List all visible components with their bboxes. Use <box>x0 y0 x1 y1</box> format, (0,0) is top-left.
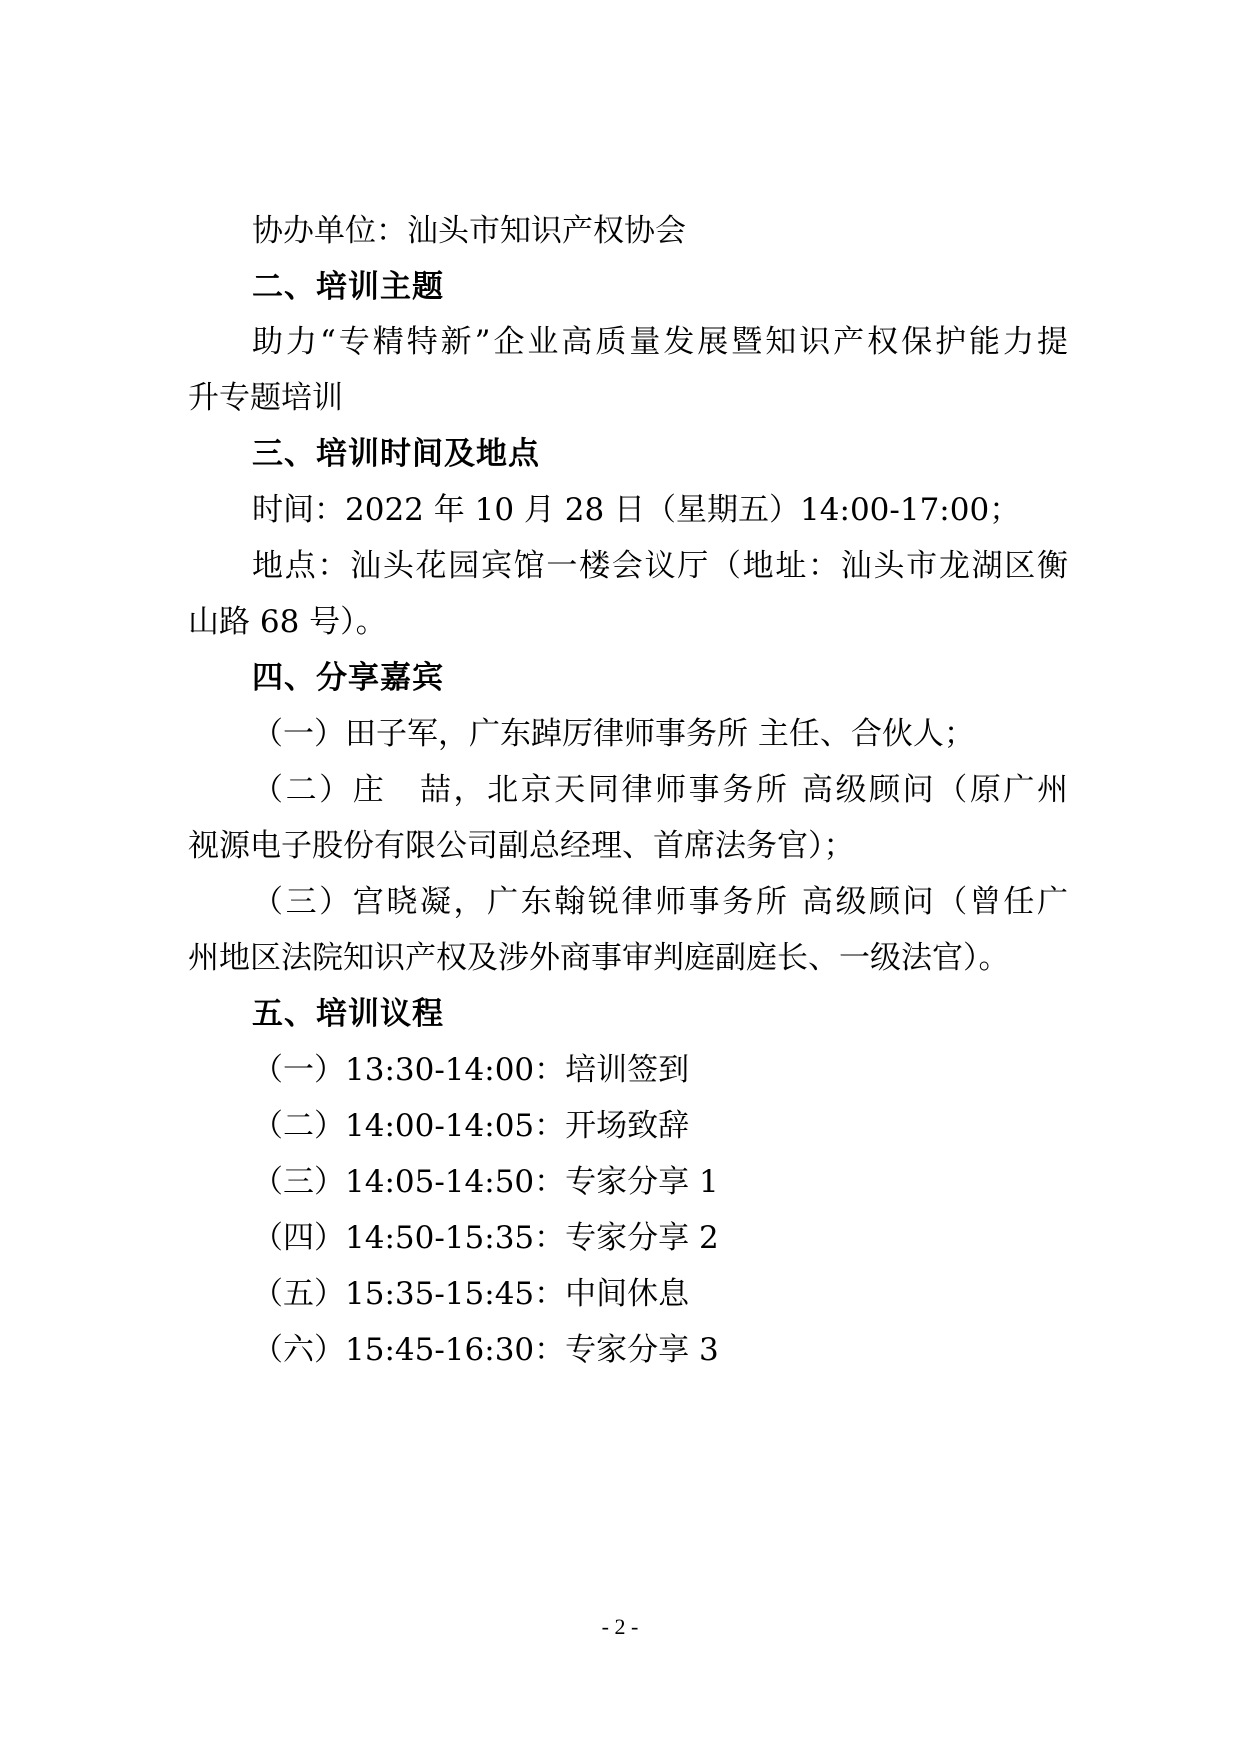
topic-text-line-1: 助力“专精特新”企业高质量发展暨知识产权保护能力提 <box>252 324 1068 360</box>
topic-text-line-2: 升专题培训 <box>188 380 343 416</box>
guest-1-line: （一）田子军，广东踔厉律师事务所 主任、合伙人； <box>252 716 975 752</box>
time-line: 时间：2022 年 10 月 28 日（星期五）14:00-17:00； <box>252 492 1021 528</box>
place-line-2: 山路 68 号）。 <box>188 604 387 640</box>
guest-2-line-2: 视源电子股份有限公司副总经理、首席法务官）； <box>188 828 855 864</box>
page-number: - 2 - <box>601 1614 639 1639</box>
section-heading-time-place: 三、培训时间及地点 <box>252 436 540 472</box>
agenda-item: （二）14:00-14:05：开场致辞 <box>252 1108 690 1144</box>
guest-3-line-1: （三）宫晓凝，广东翰锐律师事务所 高级顾问（曾任广 <box>252 884 1068 920</box>
agenda-item: （一）13:30-14:00：培训签到 <box>252 1052 690 1088</box>
guest-3-line-2: 州地区法院知识产权及涉外商事审判庭副庭长、一级法官）。 <box>188 940 1010 976</box>
agenda-item: （六）15:45-16:30：专家分享 3 <box>252 1332 719 1368</box>
agenda-item: （三）14:05-14:50：专家分享 1 <box>252 1164 719 1200</box>
place-line-1: 地点：汕头花园宾馆一楼会议厅（地址：汕头市龙湖区衡 <box>252 548 1068 584</box>
agenda-item: （四）14:50-15:35：专家分享 2 <box>252 1220 719 1256</box>
co-organizer-line: 协办单位：汕头市知识产权协会 <box>252 213 686 249</box>
section-heading-guests: 四、分享嘉宾 <box>252 660 444 696</box>
section-heading-topic: 二、培训主题 <box>252 269 444 305</box>
agenda-item: （五）15:35-15:45：中间休息 <box>252 1276 690 1312</box>
section-heading-agenda: 五、培训议程 <box>252 996 444 1032</box>
guest-2-line-1: （二）庄 喆，北京天同律师事务所 高级顾问（原广州 <box>252 772 1068 808</box>
